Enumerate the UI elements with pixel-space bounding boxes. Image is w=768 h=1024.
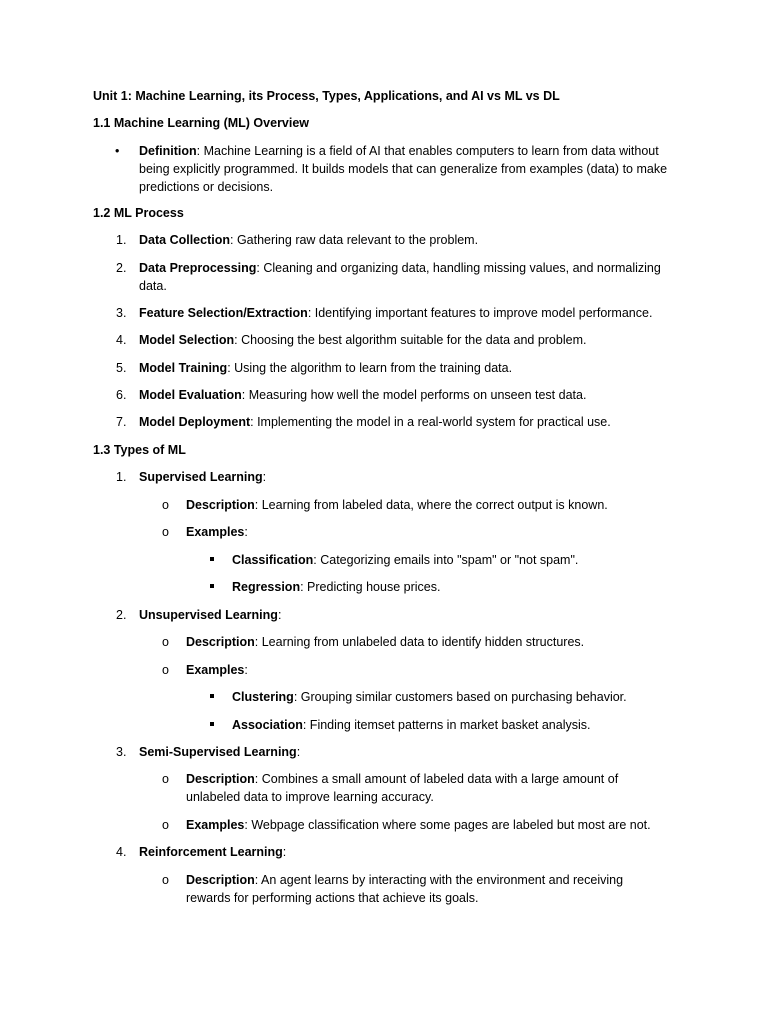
type-number: 3. — [116, 745, 127, 759]
unsupervised-description — [186, 633, 706, 651]
description-text: : Learning from labeled data, where the correct output is known. — [254, 498, 608, 512]
step-text: : Choosing the best algorithm suitable for the data and problem. — [234, 333, 587, 347]
reinforcement-description — [186, 871, 661, 907]
sub-bullet-marker: o — [162, 663, 169, 677]
examples-text: : Webpage classification where some pages are labeled but most are not. — [244, 818, 651, 832]
step-number: 6. — [116, 388, 127, 402]
step-text: : Cleaning and organizing data, handling missing values, and normalizing data. — [139, 261, 661, 293]
description-term: Description — [186, 873, 255, 887]
semi-supervised-examples — [186, 816, 726, 834]
square-bullet-icon — [210, 722, 214, 726]
step-term: Data Preprocessing — [139, 261, 257, 275]
definition-term: Definition — [139, 144, 197, 158]
type-reinforcement — [139, 843, 286, 861]
example-text: : Grouping similar customers based on purchasing behavior. — [293, 690, 627, 704]
type-number: 1. — [116, 470, 127, 484]
example-regression — [232, 578, 712, 596]
sub-bullet-marker: o — [162, 635, 169, 649]
process-step-6 — [139, 386, 719, 404]
step-number: 2. — [116, 261, 127, 275]
sub-bullet-marker: o — [162, 818, 169, 832]
step-term: Model Training — [139, 361, 228, 375]
example-term: Association — [232, 718, 303, 732]
section-heading-1-2: 1.2 ML Process — [93, 206, 184, 220]
step-number: 7. — [116, 415, 127, 429]
section-heading-1-3: 1.3 Types of ML — [93, 443, 186, 457]
example-term: Clustering — [232, 690, 294, 704]
process-step-5 — [139, 359, 719, 377]
examples-colon: : — [244, 525, 248, 539]
step-text: : Identifying important features to improve model performance. — [307, 306, 653, 320]
sub-bullet-marker: o — [162, 498, 169, 512]
sub-bullet-marker: o — [162, 772, 169, 786]
type-term: Unsupervised Learning — [139, 608, 278, 622]
process-step-4 — [139, 331, 719, 349]
process-step-3 — [139, 304, 739, 322]
type-number: 4. — [116, 845, 127, 859]
sub-bullet-marker: o — [162, 873, 169, 887]
type-number: 2. — [116, 608, 127, 622]
step-term: Model Deployment — [139, 415, 251, 429]
step-text: : Measuring how well the model performs on unseen test data. — [241, 388, 587, 402]
sub-bullet-marker: o — [162, 525, 169, 539]
step-text: : Gathering raw data relevant to the problem. — [230, 233, 479, 247]
step-term: Model Selection — [139, 333, 235, 347]
square-bullet-icon — [210, 694, 214, 698]
definition-paragraph — [139, 142, 679, 196]
type-semi-supervised — [139, 743, 300, 761]
example-classification — [232, 551, 712, 569]
process-step-1 — [139, 231, 689, 249]
type-supervised — [139, 468, 266, 486]
step-number: 4. — [116, 333, 127, 347]
square-bullet-icon — [210, 584, 214, 588]
type-unsupervised — [139, 606, 281, 624]
description-text: : Combines a small amount of labeled data with a large amount of unlabeled data to improve learning accuracy. — [186, 772, 619, 804]
step-term: Feature Selection/Extraction — [139, 306, 308, 320]
type-term: Semi-Supervised Learning — [139, 745, 297, 759]
step-text: : Using the algorithm to learn from the training data. — [227, 361, 513, 375]
example-term: Classification — [232, 553, 314, 567]
description-term: Description — [186, 772, 255, 786]
process-step-7 — [139, 413, 739, 431]
type-colon: : — [296, 745, 301, 759]
type-colon: : — [262, 470, 267, 484]
step-number: 1. — [116, 233, 127, 247]
type-term: Supervised Learning — [139, 470, 263, 484]
step-number: 5. — [116, 361, 127, 375]
example-clustering — [232, 688, 712, 706]
step-number: 3. — [116, 306, 127, 320]
example-text: : Predicting house prices. — [300, 580, 441, 594]
step-term: Data Collection — [139, 233, 230, 247]
unsupervised-examples-label — [186, 661, 248, 679]
description-term: Description — [186, 635, 255, 649]
examples-term: Examples — [186, 818, 245, 832]
unit-title: Unit 1: Machine Learning, its Process, Types, Applications, and AI vs ML vs DL — [93, 89, 560, 103]
type-term: Reinforcement Learning — [139, 845, 283, 859]
section-heading-1-1: 1.1 Machine Learning (ML) Overview — [93, 116, 310, 130]
example-term: Regression — [232, 580, 301, 594]
example-text: : Categorizing emails into "spam" or "not spam". — [313, 553, 579, 567]
examples-term: Examples — [186, 663, 245, 677]
semi-supervised-description — [186, 770, 651, 806]
step-term: Model Evaluation — [139, 388, 242, 402]
description-text: : An agent learns by interacting with the environment and receiving rewards for performing actions that achieve its goals. — [186, 873, 624, 905]
examples-colon: : — [244, 663, 248, 677]
supervised-examples-label — [186, 523, 248, 541]
bullet-marker: • — [115, 144, 120, 158]
example-text: : Finding itemset patterns in market basket analysis. — [302, 718, 591, 732]
examples-term: Examples — [186, 525, 245, 539]
description-term: Description — [186, 498, 255, 512]
description-text: : Learning from unlabeled data to identify hidden structures. — [254, 635, 585, 649]
square-bullet-icon — [210, 557, 214, 561]
supervised-description — [186, 496, 706, 514]
type-colon: : — [277, 608, 282, 622]
example-association — [232, 716, 712, 734]
definition-text: : Machine Learning is a field of AI that enables computers to learn from data without being explicitly programmed. It builds models that can generalize from examples (data) to make predictions or decisions. — [139, 144, 668, 194]
type-colon: : — [282, 845, 287, 859]
process-step-2 — [139, 259, 684, 295]
step-text: : Implementing the model in a real-world system for practical use. — [250, 415, 611, 429]
